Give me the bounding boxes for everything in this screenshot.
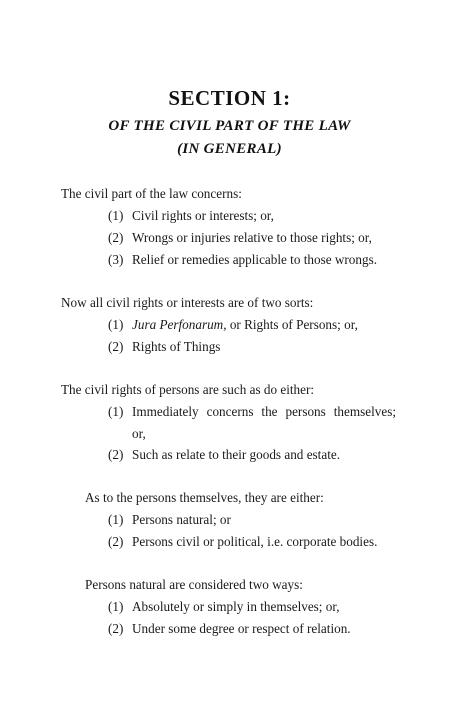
paragraph-intro: The civil rights of persons are such as do either: (61, 382, 315, 397)
list-item-number: (1) (108, 404, 124, 419)
paragraph-intro: As to the persons themselves, they are either: (85, 490, 324, 505)
list-item-number: (1) (108, 208, 124, 223)
latin-term: Jura Perfonarum (132, 317, 224, 332)
list-item-text: Absolutely or simply in themselves; or, (132, 599, 340, 614)
list-item-text: Persons civil or political, i.e. corporate bodies. (132, 534, 378, 549)
paragraph-intro: Now all civil rights or interests are of two sorts: (61, 295, 314, 310)
list-item-text-rest: , or Rights of Persons; or, (223, 317, 358, 332)
list-item-text: Relief or remedies applicable to those wrongs. (132, 252, 377, 267)
list-item-number: (2) (108, 230, 124, 245)
list-item-continuation: or, (132, 426, 146, 441)
list-item-text: Rights of Things (132, 339, 221, 354)
paragraph-intro: Persons natural are considered two ways: (85, 577, 303, 592)
list-item-number: (1) (108, 599, 124, 614)
section-title: SECTION 1: (168, 86, 291, 110)
list-item-number: (1) (108, 317, 124, 332)
list-item-text: Persons natural; or (132, 512, 231, 527)
section-subtitle-line1: OF THE CIVIL PART OF THE LAW (108, 118, 351, 134)
list-item-number: (3) (108, 252, 124, 267)
list-item-number: (2) (108, 534, 124, 549)
paragraph-intro: The civil part of the law concerns: (61, 186, 242, 201)
list-item-text: Wrongs or injuries relative to those rights; or, (132, 230, 372, 245)
list-item-text: Immediately concerns the persons themselves; (132, 404, 396, 419)
list-item-text (132, 317, 358, 333)
list-item-text: Civil rights or interests; or, (132, 208, 274, 223)
list-item-number: (2) (108, 447, 124, 462)
list-item-number: (2) (108, 621, 124, 636)
list-item-text: Such as relate to their goods and estate. (132, 447, 341, 462)
list-item-number: (2) (108, 339, 124, 354)
list-item-number: (1) (108, 512, 124, 527)
section-subtitle-line2: (IN GENERAL) (177, 141, 282, 157)
list-item-text: Under some degree or respect of relation. (132, 621, 351, 636)
